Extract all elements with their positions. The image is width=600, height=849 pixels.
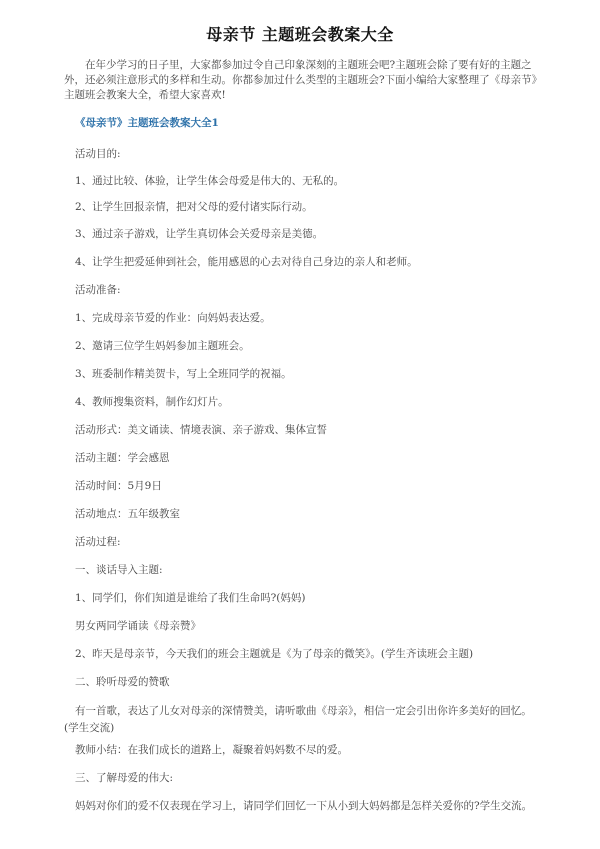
text-line: 活动时间：5月9日 [75, 480, 162, 492]
text-line: 活动过程: [75, 536, 121, 548]
text-line: 妈妈对你们的爱不仅表现在学习上，请同学们回忆一下从小到大妈妈都是怎样关爱你的?学生交流。 [75, 800, 533, 812]
section-heading: 《母亲节》主题班会教案大全1 [75, 117, 219, 129]
text-line: 2、邀请三位学生妈妈参加主题班会。 [75, 340, 250, 352]
text-line: 1、完成母亲节爱的作业：向妈妈表达爱。 [75, 312, 271, 324]
text-line: 三、了解母爱的伟大: [75, 772, 174, 784]
text-line: 3、班委制作精美贺卡，写上全班同学的祝福。 [75, 368, 292, 380]
text-line: 3、通过亲子游戏，让学生真切体会关爱母亲是美德。 [75, 228, 324, 240]
intro-paragraph: 在年少学习的日子里，大家都参加过令自己印象深刻的主题班会吧?主题班会除了要有好的主题之外，还必须注意形式的多样和生动。你都参加过什么类型的主题班会?下面小编给大家整理了《母亲节》主题班会教案大全，希望大家喜欢! [64, 59, 537, 101]
song-paragraph: 有一首歌，表达了儿女对母亲的深情赞美，请听歌曲《母亲》，相信一定会引出你许多美好的回忆。(学生交流) [64, 705, 532, 734]
text-line: 男女两同学诵读《母亲赞》 [75, 620, 201, 632]
text-line: 教师小结：在我们成长的道路上，凝聚着妈妈数不尽的爱。 [75, 744, 348, 756]
text-line: 1、同学们，你们知道是谁给了我们生命吗?(妈妈) [75, 592, 306, 604]
text-line: 活动形式：美文诵读、情境表演、亲子游戏、集体宣誓 [75, 424, 327, 436]
text-line: 一、谈话导入主题: [75, 564, 163, 576]
text-line: 4、教师搜集资料，制作幻灯片。 [75, 396, 229, 408]
text-line: 1、通过比较、体验，让学生体会母爱是伟大的、无私的。 [75, 175, 345, 187]
text-line: 2、让学生回报亲情，把对父母的爱付诸实际行动。 [75, 201, 313, 213]
text-line: 活动准备: [75, 284, 121, 296]
text-line: 活动主题：学会感恩 [75, 452, 170, 464]
document-title: 母亲节 主题班会教案大全 [206, 25, 394, 44]
text-line: 二、聆听母爱的赞歌 [75, 676, 170, 688]
text-line: 4、让学生把爱延伸到社会，能用感恩的心去对待自己身边的亲人和老师。 [75, 256, 418, 268]
text-line: 活动地点：五年级教室 [75, 508, 180, 520]
text-line: 活动目的: [75, 148, 121, 160]
text-line: 2、昨天是母亲节，今天我们的班会主题就是《为了母亲的微笑》。(学生齐读班会主题) [75, 648, 474, 660]
